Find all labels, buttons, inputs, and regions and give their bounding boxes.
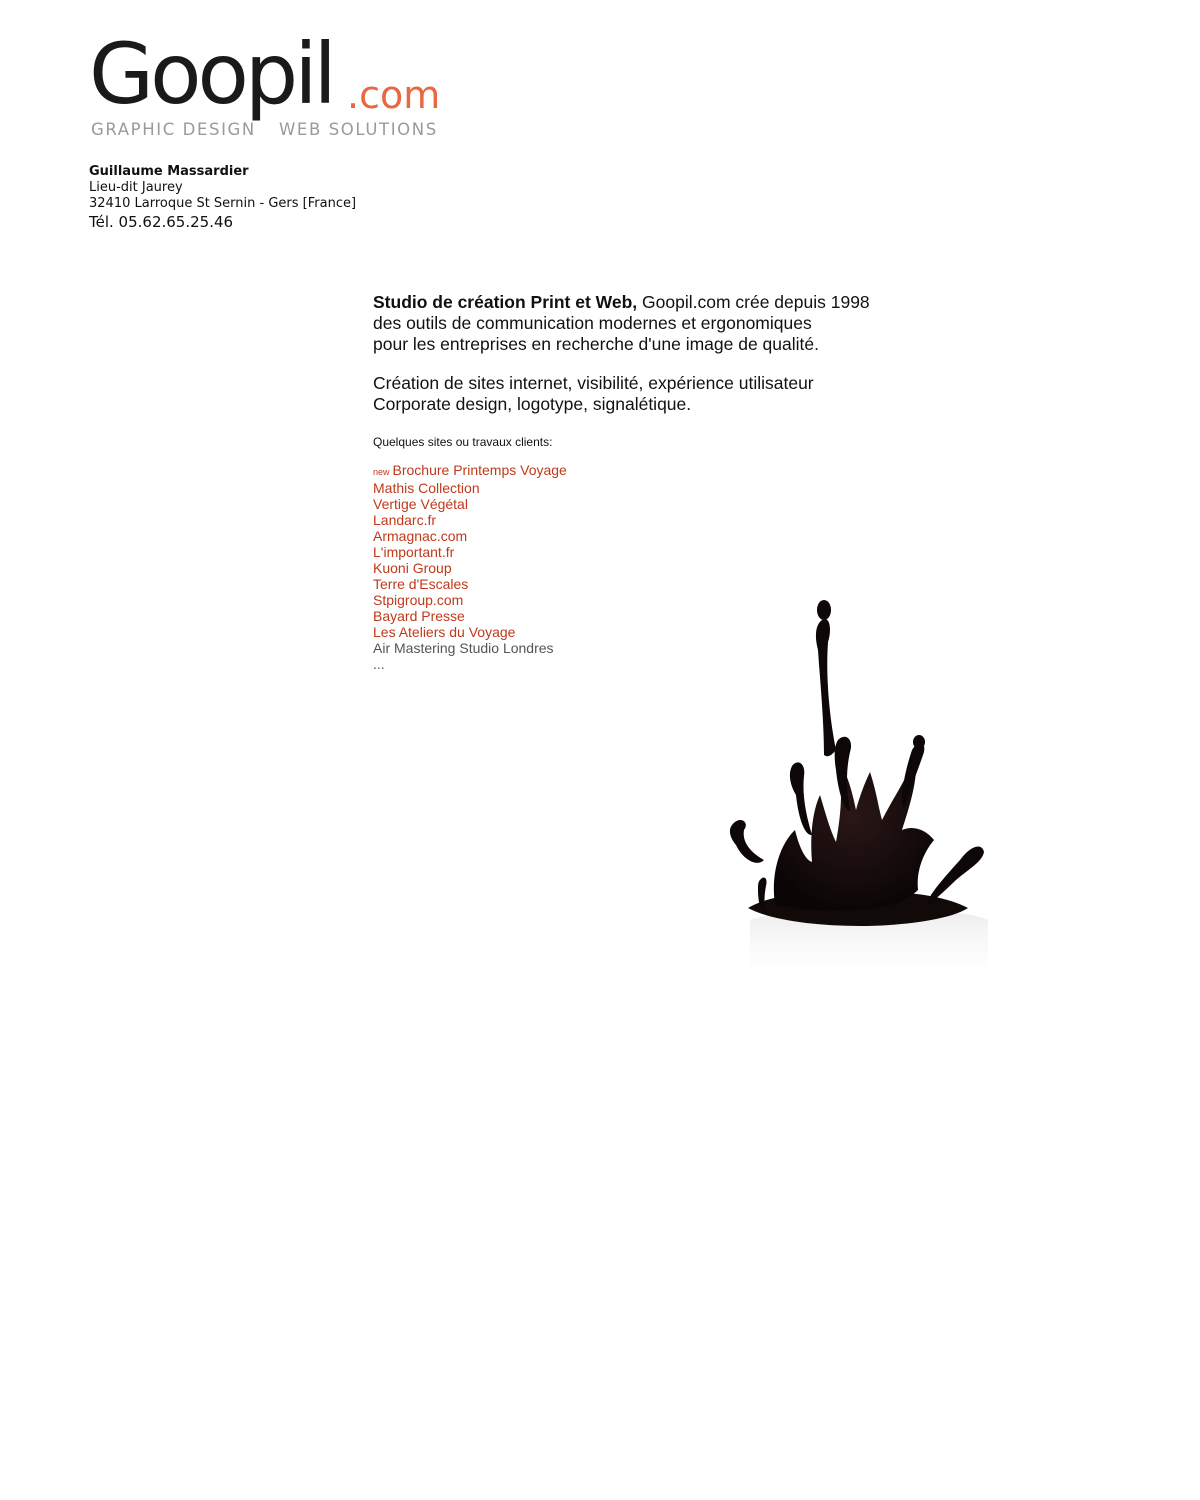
logo-tagline-graphic-design: GRAPHIC DESIGN — [91, 120, 256, 139]
contact-block — [89, 164, 356, 231]
goopil-logo — [89, 25, 449, 139]
contact-phone: Tél. 05.62.65.25.46 — [89, 213, 234, 231]
intro-line3: pour les entreprises en recherche d'une image de qualité. — [373, 334, 819, 354]
contact-address-line1: Lieu-dit Jaurey — [89, 180, 183, 195]
list-ellipsis: ... — [373, 656, 385, 672]
client-link-terre-descales[interactable]: Terre d'Escales — [373, 576, 469, 592]
client-link-vertige-vegetal[interactable]: Vertige Végétal — [373, 496, 468, 512]
logo-wordmark: Goopil — [89, 25, 333, 123]
list-item — [373, 592, 567, 608]
list-item — [373, 560, 567, 576]
client-link-kuoni-group[interactable]: Kuoni Group — [373, 560, 452, 576]
services-line2: Corporate design, logotype, signalétique. — [373, 394, 692, 414]
list-item — [373, 624, 567, 640]
clients-label: Quelques sites ou travaux clients: — [373, 435, 553, 449]
client-link-brochure-printemps-voyage[interactable]: Brochure Printemps Voyage — [392, 462, 567, 478]
client-link-limportant[interactable]: L'important.fr — [373, 544, 455, 560]
intro-line1: Goopil.com crée depuis 1998 — [637, 292, 870, 312]
contact-address-line2: 32410 Larroque St Sernin - Gers [France] — [89, 196, 357, 211]
list-item — [373, 640, 567, 656]
logo-tld: .com — [347, 73, 441, 117]
client-link-armagnac[interactable]: Armagnac.com — [373, 528, 468, 544]
list-item — [373, 528, 567, 544]
list-item — [373, 496, 567, 512]
services-text — [373, 373, 933, 415]
contact-name: Guillaume Massardier — [89, 164, 249, 179]
intro-lead: Studio de création Print et Web, — [373, 292, 638, 312]
client-link-mathis-collection[interactable]: Mathis Collection — [373, 480, 480, 496]
logo-tagline-web-solutions: WEB SOLUTIONS — [279, 120, 438, 139]
client-link-stpigroup[interactable]: Stpigroup.com — [373, 592, 464, 608]
services-line1: Création de sites internet, visibilité, expérience utilisateur — [373, 373, 814, 393]
list-item — [373, 480, 567, 496]
intro-line2: des outils de communication modernes et ergonomiques — [373, 313, 812, 333]
list-item — [373, 462, 567, 480]
client-link-landarc[interactable]: Landarc.fr — [373, 512, 437, 528]
list-item — [373, 576, 567, 592]
list-item — [373, 608, 567, 624]
list-item — [373, 544, 567, 560]
client-link-bayard-presse[interactable]: Bayard Presse — [373, 608, 465, 624]
client-link-ateliers-du-voyage[interactable]: Les Ateliers du Voyage — [373, 624, 516, 640]
intro-text — [373, 292, 933, 355]
list-item — [373, 512, 567, 528]
client-air-mastering: Air Mastering Studio Londres — [373, 640, 554, 656]
client-list — [373, 462, 567, 672]
new-badge: new — [373, 467, 390, 477]
ink-splash-image — [720, 590, 1020, 1010]
